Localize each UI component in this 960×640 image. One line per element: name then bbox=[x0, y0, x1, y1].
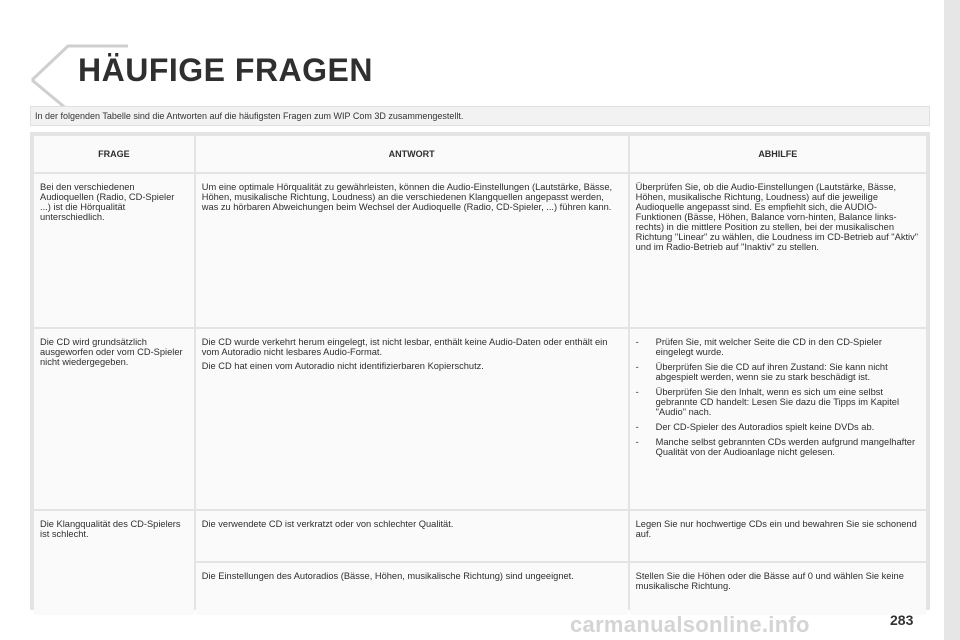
cell-abhilfe: Legen Sie nur hochwertige CDs ein und bewahren Sie sie schonend auf. bbox=[630, 511, 926, 561]
header-frage: FRAGE bbox=[34, 136, 194, 172]
faq-table bbox=[32, 134, 928, 617]
cell-antwort bbox=[196, 563, 628, 615]
table-row bbox=[34, 329, 926, 509]
list-dash: - bbox=[635, 387, 639, 397]
header-antwort: ANTWORT bbox=[196, 136, 628, 172]
intro-text: In der folgenden Tabelle sind die Antworten auf die häufigsten Fragen zum WIP Com 3D zusammengestellt. bbox=[30, 106, 930, 126]
list-item-text: Überprüfen Sie den Inhalt, wenn es sich um eine selbst gebrannte CD handelt: Lesen Sie dazu die Tipps im Kapitel "Audio" nach. bbox=[655, 387, 900, 417]
list-item-text: Prüfen Sie, mit welcher Seite die CD in den CD-Spieler eingelegt wurde. bbox=[655, 337, 882, 357]
cell-frage: Die CD wird grundsätzlich ausgeworfen oder vom CD-Spieler nicht wiedergegeben. bbox=[34, 329, 194, 509]
cell-frage: Bei den verschiedenen Audioquellen (Radio, CD-Spieler ...) ist die Hörqualität unterschiedlich. bbox=[34, 174, 194, 327]
antwort-text: Die CD hat einen vom Autoradio nicht identifizierbaren Kopierschutz. bbox=[201, 361, 484, 371]
list-dash: - bbox=[635, 422, 639, 432]
cell-abhilfe: Stellen Sie die Höhen oder die Bässe auf 0 und wählen Sie keine musikalische Richtung. bbox=[630, 563, 926, 615]
cell-antwort bbox=[196, 511, 628, 561]
watermark-text: carmanualsonline.info bbox=[570, 612, 810, 637]
table-header-row bbox=[34, 136, 926, 172]
table-row bbox=[34, 174, 926, 327]
list-item bbox=[636, 362, 920, 382]
page-number: 283 bbox=[890, 612, 914, 628]
antwort-text: Die verwendete CD ist verkratzt oder von schlechter Qualität. bbox=[201, 519, 454, 529]
list-item-text: Manche selbst gebrannten CDs werden aufgrund mangelhafter Qualität von der Audioanlage nicht gelesen. bbox=[655, 437, 916, 457]
cell-frage: Die Klangqualität des CD-Spielers ist schlecht. bbox=[34, 511, 194, 615]
list-dash: - bbox=[635, 362, 639, 372]
list-item bbox=[636, 437, 920, 457]
header-abhilfe: ABHILFE bbox=[630, 136, 926, 172]
antwort-text: Um eine optimale Hörqualität zu gewährleisten, können die Audio-Einstellungen (Lautstärke, Bässe, Höhen, musikalische Richtung, Loudness) an die verschiedenen Klangquellen angepasst werden, was zu hörbaren Abweichungen beim Wechsel der Audioquelle (Radio, CD-Spieler, ...) führen kann. bbox=[201, 182, 613, 212]
table-row bbox=[34, 511, 926, 561]
list-item bbox=[636, 422, 920, 432]
list-dash: - bbox=[635, 437, 639, 447]
list-dash: - bbox=[635, 337, 639, 347]
antwort-text: Die CD wurde verkehrt herum eingelegt, ist nicht lesbar, enthält keine Audio-Daten oder enthält ein vom Autoradio nicht lesbares Audio-Format. bbox=[201, 337, 608, 357]
page-title: HÄUFIGE FRAGEN bbox=[78, 52, 373, 88]
list-item-text: Überprüfen Sie die CD auf ihren Zustand: Sie kann nicht abgespielt werden, wenn sie zu stark beschädigt ist. bbox=[655, 362, 888, 382]
cell-abhilfe bbox=[630, 329, 926, 509]
list-item bbox=[636, 387, 920, 417]
cell-antwort bbox=[196, 174, 628, 327]
list-item-text: Der CD-Spieler des Autoradios spielt keine DVDs ab. bbox=[655, 422, 875, 432]
cell-abhilfe: Überprüfen Sie, ob die Audio-Einstellungen (Lautstärke, Bässe, Höhen, musikalische Richtung, Loudness) auf die jeweilige Audioquelle angepasst sind. Es empfiehlt sich, die AUDIO-Funktionen (Bässe, Höhen, Balance vorn-hinten, Balance links-rechts) in die mittlere Position zu stellen, bei der musikalischen Richtung "Linear" zu wählen, die Loudness im CD-Betrieb auf "Aktiv" und im Radio-Betrieb auf "Inaktiv" zu stellen. bbox=[630, 174, 926, 327]
antwort-text: Die Einstellungen des Autoradios (Bässe, Höhen, musikalische Richtung) sind ungeeignet. bbox=[201, 571, 574, 581]
cell-antwort bbox=[196, 329, 628, 509]
page-edge-strip bbox=[944, 0, 960, 640]
list-item bbox=[636, 337, 920, 357]
faq-table-frame bbox=[30, 132, 930, 610]
abhilfe-list bbox=[636, 337, 920, 457]
